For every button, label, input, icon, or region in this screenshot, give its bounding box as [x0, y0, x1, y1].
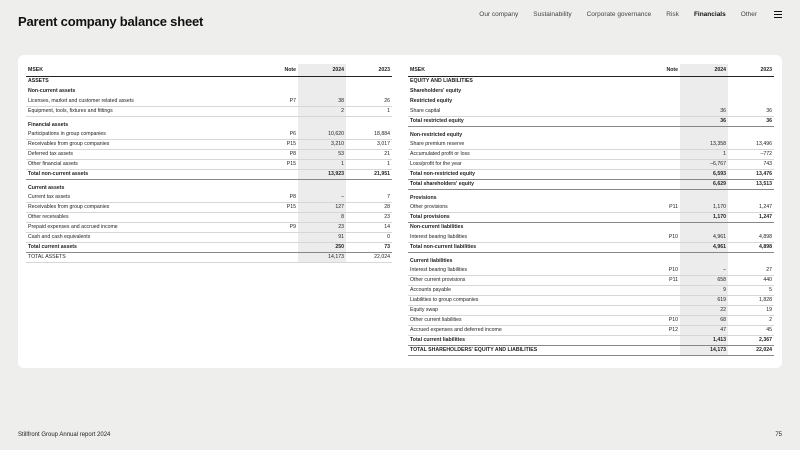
row-value-2024: 22: [680, 305, 728, 315]
table-row: [408, 159, 774, 169]
row-note: [644, 189, 680, 202]
total-row: [408, 242, 774, 252]
table-row: [26, 149, 392, 159]
row-value-2023: [728, 252, 774, 265]
total-row: [408, 179, 774, 189]
row-value-2024: 9: [680, 285, 728, 295]
total-row: [408, 335, 774, 345]
total-row: [408, 345, 774, 355]
row-label: Other current liabilities: [408, 315, 644, 325]
row-note: P10: [644, 265, 680, 275]
row-note: [644, 285, 680, 295]
row-label: Receivables from group companies: [26, 139, 262, 149]
row-value-2023: 3,017: [346, 139, 392, 149]
header-2023: 2023: [346, 64, 392, 76]
row-value-2024: 53: [298, 149, 346, 159]
row-value-2023: 36: [728, 116, 774, 126]
header-label: MSEK: [26, 64, 262, 76]
row-value-2023: 21,951: [346, 169, 392, 179]
row-value-2023: 4,898: [728, 242, 774, 252]
row-note: [262, 86, 298, 96]
row-value-2024: 127: [298, 202, 346, 212]
row-note: [644, 345, 680, 355]
row-label: Liabilities to group companies: [408, 295, 644, 305]
table-row: [408, 285, 774, 295]
row-label: Current liabilities: [410, 258, 453, 264]
table-row: [26, 212, 392, 222]
row-note: P8: [262, 192, 298, 202]
header-2024: 2024: [298, 64, 346, 76]
section-heading-row: [408, 76, 774, 86]
row-value-2023: [728, 86, 774, 96]
row-value-2023: 440: [728, 275, 774, 285]
row-value-2023: 36: [728, 106, 774, 116]
row-value-2023: 7: [346, 192, 392, 202]
row-label: Non-current assets: [28, 88, 76, 94]
row-label: Equity swap: [408, 305, 644, 315]
row-label: Interest bearing liabilities: [408, 265, 644, 275]
section-heading-row: [408, 86, 774, 96]
total-row: [26, 242, 392, 252]
row-label: Total non-current liabilities: [408, 242, 644, 252]
row-value-2023: 0: [346, 232, 392, 242]
row-label: Other receivables: [26, 212, 262, 222]
row-note: [644, 169, 680, 179]
row-value-2024: [680, 252, 728, 265]
row-label: Interest bearing liabilities: [408, 232, 644, 242]
table-header-row: [26, 64, 392, 76]
row-value-2024: [680, 222, 728, 232]
row-note: P11: [644, 275, 680, 285]
row-value-2023: 21: [346, 149, 392, 159]
row-value-2023: [346, 76, 392, 86]
total-row: [408, 116, 774, 126]
row-value-2023: 19: [728, 305, 774, 315]
row-note: [644, 159, 680, 169]
nav-item-financials[interactable]: Financials: [693, 11, 726, 18]
table-row: [26, 192, 392, 202]
row-label: TOTAL ASSETS: [26, 252, 262, 262]
row-note: [644, 96, 680, 106]
row-note: [644, 179, 680, 189]
row-label: Accrued expenses and deferred income: [408, 325, 644, 335]
row-label: TOTAL SHAREHOLDERS' EQUITY AND LIABILITIES: [408, 345, 644, 355]
row-note: P15: [262, 159, 298, 169]
row-label: Total non-current assets: [26, 169, 262, 179]
row-value-2023: 45: [728, 325, 774, 335]
row-value-2024: –: [680, 265, 728, 275]
row-label: Total restricted equity: [408, 116, 644, 126]
row-value-2024: –6,767: [680, 159, 728, 169]
row-value-2023: [728, 126, 774, 139]
row-note: [644, 86, 680, 96]
row-value-2024: [298, 116, 346, 129]
row-value-2024: 2: [298, 106, 346, 116]
row-value-2023: 1: [346, 159, 392, 169]
row-value-2023: –772: [728, 149, 774, 159]
header-note: Note: [644, 64, 680, 76]
row-note: [644, 116, 680, 126]
row-label: Accumulated profit or loss: [408, 149, 644, 159]
row-label: Total current assets: [26, 242, 262, 252]
row-label: EQUITY AND LIABILITIES: [410, 78, 473, 85]
row-value-2023: 1,247: [728, 202, 774, 212]
nav-item-risk[interactable]: Risk: [666, 11, 679, 18]
table-row: [26, 96, 392, 106]
total-row: [408, 169, 774, 179]
row-label: Accounts payable: [408, 285, 644, 295]
header-note: Note: [262, 64, 298, 76]
row-label: ASSETS: [28, 78, 49, 85]
row-label: Share capital: [408, 106, 644, 116]
row-value-2024: 36: [680, 116, 728, 126]
row-value-2023: 4,898: [728, 232, 774, 242]
row-label: Non-restricted equity: [410, 132, 463, 138]
table-row: [408, 325, 774, 335]
row-label: Provisions: [410, 195, 437, 201]
hamburger-menu-icon[interactable]: [774, 11, 782, 18]
table-row: [26, 202, 392, 212]
row-value-2024: 91: [298, 232, 346, 242]
row-label: Shareholders' equity: [410, 88, 462, 94]
nav-item-our-company[interactable]: Our company: [479, 11, 519, 18]
row-note: [644, 139, 680, 149]
row-label: Current assets: [28, 185, 65, 191]
section-heading-row: [408, 222, 774, 232]
row-label: Other current provisions: [408, 275, 644, 285]
row-label: Share premium reserve: [408, 139, 644, 149]
row-value-2024: 1: [298, 159, 346, 169]
row-note: P6: [262, 129, 298, 139]
row-note: [262, 76, 298, 86]
row-label: Participations in group companies: [26, 129, 262, 139]
row-value-2023: [346, 179, 392, 192]
total-row: [408, 212, 774, 222]
row-value-2023: 2: [728, 315, 774, 325]
row-note: P10: [644, 232, 680, 242]
row-value-2023: 2,367: [728, 335, 774, 345]
row-note: [262, 232, 298, 242]
row-value-2024: [298, 86, 346, 96]
row-note: [644, 149, 680, 159]
row-note: [644, 106, 680, 116]
row-label: Other provisions: [408, 202, 644, 212]
row-value-2023: 743: [728, 159, 774, 169]
row-value-2023: 18,884: [346, 129, 392, 139]
top-nav: [479, 11, 782, 18]
row-note: [262, 252, 298, 262]
row-value-2023: 1,828: [728, 295, 774, 305]
section-heading-row: [408, 126, 774, 139]
row-note: [262, 116, 298, 129]
table-row: [408, 232, 774, 242]
row-value-2024: 658: [680, 275, 728, 285]
row-label: Cash and cash equivalents: [26, 232, 262, 242]
table-row: [408, 305, 774, 315]
row-label: Deferred tax assets: [26, 149, 262, 159]
equity-liabilities-table: [408, 64, 774, 356]
row-note: [644, 76, 680, 86]
row-note: P9: [262, 222, 298, 232]
row-value-2024: 1,413: [680, 335, 728, 345]
row-label: Total non-restricted equity: [408, 169, 644, 179]
row-note: P12: [644, 325, 680, 335]
table-row: [408, 265, 774, 275]
row-note: P15: [262, 139, 298, 149]
row-label: Receivables from group companies: [26, 202, 262, 212]
row-value-2024: 1,170: [680, 202, 728, 212]
row-note: [644, 126, 680, 139]
row-value-2024: 47: [680, 325, 728, 335]
row-value-2024: 1,170: [680, 212, 728, 222]
row-value-2024: 3,210: [298, 139, 346, 149]
row-value-2023: 13,513: [728, 179, 774, 189]
page-number: 75: [775, 432, 782, 438]
table-row: [26, 129, 392, 139]
row-value-2023: 26: [346, 96, 392, 106]
row-value-2024: [680, 96, 728, 106]
row-value-2023: 27: [728, 265, 774, 275]
row-note: P7: [262, 96, 298, 106]
row-note: [262, 179, 298, 192]
row-value-2024: 10,620: [298, 129, 346, 139]
row-value-2023: 14: [346, 222, 392, 232]
row-label: Total shareholders' equity: [408, 179, 644, 189]
row-note: [262, 106, 298, 116]
row-note: P11: [644, 202, 680, 212]
row-value-2023: 23: [346, 212, 392, 222]
table-row: [26, 159, 392, 169]
row-value-2023: 13,496: [728, 139, 774, 149]
section-heading-row: [26, 179, 392, 192]
row-value-2024: 4,961: [680, 232, 728, 242]
row-note: [262, 212, 298, 222]
row-value-2024: 14,173: [298, 252, 346, 262]
assets-table: [26, 64, 392, 263]
row-value-2023: 1,247: [728, 212, 774, 222]
section-heading-row: [408, 96, 774, 106]
row-value-2024: 1: [680, 149, 728, 159]
row-value-2024: 619: [680, 295, 728, 305]
table-row: [408, 315, 774, 325]
table-row: [408, 295, 774, 305]
row-note: [262, 169, 298, 179]
header-2023: 2023: [728, 64, 774, 76]
section-heading-row: [26, 86, 392, 96]
row-label: Prepaid expenses and accrued income: [26, 222, 262, 232]
table-row: [26, 106, 392, 116]
page-title: Parent company balance sheet: [18, 14, 204, 29]
table-row: [408, 139, 774, 149]
row-value-2023: 22,024: [346, 252, 392, 262]
row-value-2023: 5: [728, 285, 774, 295]
row-value-2024: 6,593: [680, 169, 728, 179]
table-row: [408, 106, 774, 116]
row-note: P8: [262, 149, 298, 159]
row-value-2024: 14,173: [680, 345, 728, 355]
footer-report-name: Stillfront Group Annual report 2024: [18, 432, 111, 438]
table-row: [26, 232, 392, 242]
section-heading-row: [26, 116, 392, 129]
table-row: [408, 149, 774, 159]
section-heading-row: [408, 252, 774, 265]
row-label: Financial assets: [28, 122, 69, 128]
row-note: [644, 305, 680, 315]
row-value-2024: 13,923: [298, 169, 346, 179]
row-value-2023: [728, 222, 774, 232]
row-label: Other financial assets: [26, 159, 262, 169]
table-row: [408, 275, 774, 285]
row-label: Licenses, market and customer related assets: [26, 96, 262, 106]
nav-item-corporate-governance[interactable]: Corporate governance: [586, 11, 652, 18]
row-value-2023: [728, 76, 774, 86]
row-value-2023: 1: [346, 106, 392, 116]
row-note: [644, 242, 680, 252]
row-value-2023: 13,476: [728, 169, 774, 179]
row-note: [644, 212, 680, 222]
row-label: Total current liabilities: [408, 335, 644, 345]
table-row: [26, 222, 392, 232]
section-heading-row: [26, 76, 392, 86]
row-value-2024: 8: [298, 212, 346, 222]
table-header-row: [408, 64, 774, 76]
row-label: Equipment, tools, fixtures and fittings: [26, 106, 262, 116]
header-2024: 2024: [680, 64, 728, 76]
table-row: [26, 139, 392, 149]
table-row: [26, 252, 392, 262]
row-note: [262, 242, 298, 252]
row-note: P10: [644, 315, 680, 325]
total-row: [26, 169, 392, 179]
row-note: [644, 295, 680, 305]
row-value-2024: [680, 189, 728, 202]
row-value-2024: 68: [680, 315, 728, 325]
row-note: P15: [262, 202, 298, 212]
row-label: Total provisions: [408, 212, 644, 222]
nav-item-other[interactable]: Other: [740, 11, 757, 18]
row-value-2024: 23: [298, 222, 346, 232]
row-note: [644, 335, 680, 345]
row-value-2024: –: [298, 192, 346, 202]
row-value-2024: [298, 179, 346, 192]
row-value-2024: 6,629: [680, 179, 728, 189]
row-label: Non-current liabilities: [410, 224, 464, 231]
header-label: MSEK: [408, 64, 644, 76]
row-value-2024: 4,961: [680, 242, 728, 252]
row-note: [644, 222, 680, 232]
row-value-2023: [346, 86, 392, 96]
row-value-2024: [680, 76, 728, 86]
row-label: Restricted equity: [410, 98, 453, 104]
row-value-2023: [346, 116, 392, 129]
row-value-2024: 250: [298, 242, 346, 252]
row-value-2023: [728, 189, 774, 202]
row-value-2024: 38: [298, 96, 346, 106]
row-value-2023: 28: [346, 202, 392, 212]
row-label: Loss/profit for the year: [408, 159, 644, 169]
table-row: [408, 202, 774, 212]
row-value-2024: [680, 86, 728, 96]
row-value-2023: 22,024: [728, 345, 774, 355]
row-value-2024: [680, 126, 728, 139]
row-value-2024: 13,358: [680, 139, 728, 149]
row-note: [644, 252, 680, 265]
row-value-2023: [728, 96, 774, 106]
row-value-2023: 73: [346, 242, 392, 252]
nav-item-sustainability[interactable]: Sustainability: [533, 11, 572, 18]
section-heading-row: [408, 189, 774, 202]
row-value-2024: 36: [680, 106, 728, 116]
row-value-2024: [298, 76, 346, 86]
row-label: Current tax assets: [26, 192, 262, 202]
